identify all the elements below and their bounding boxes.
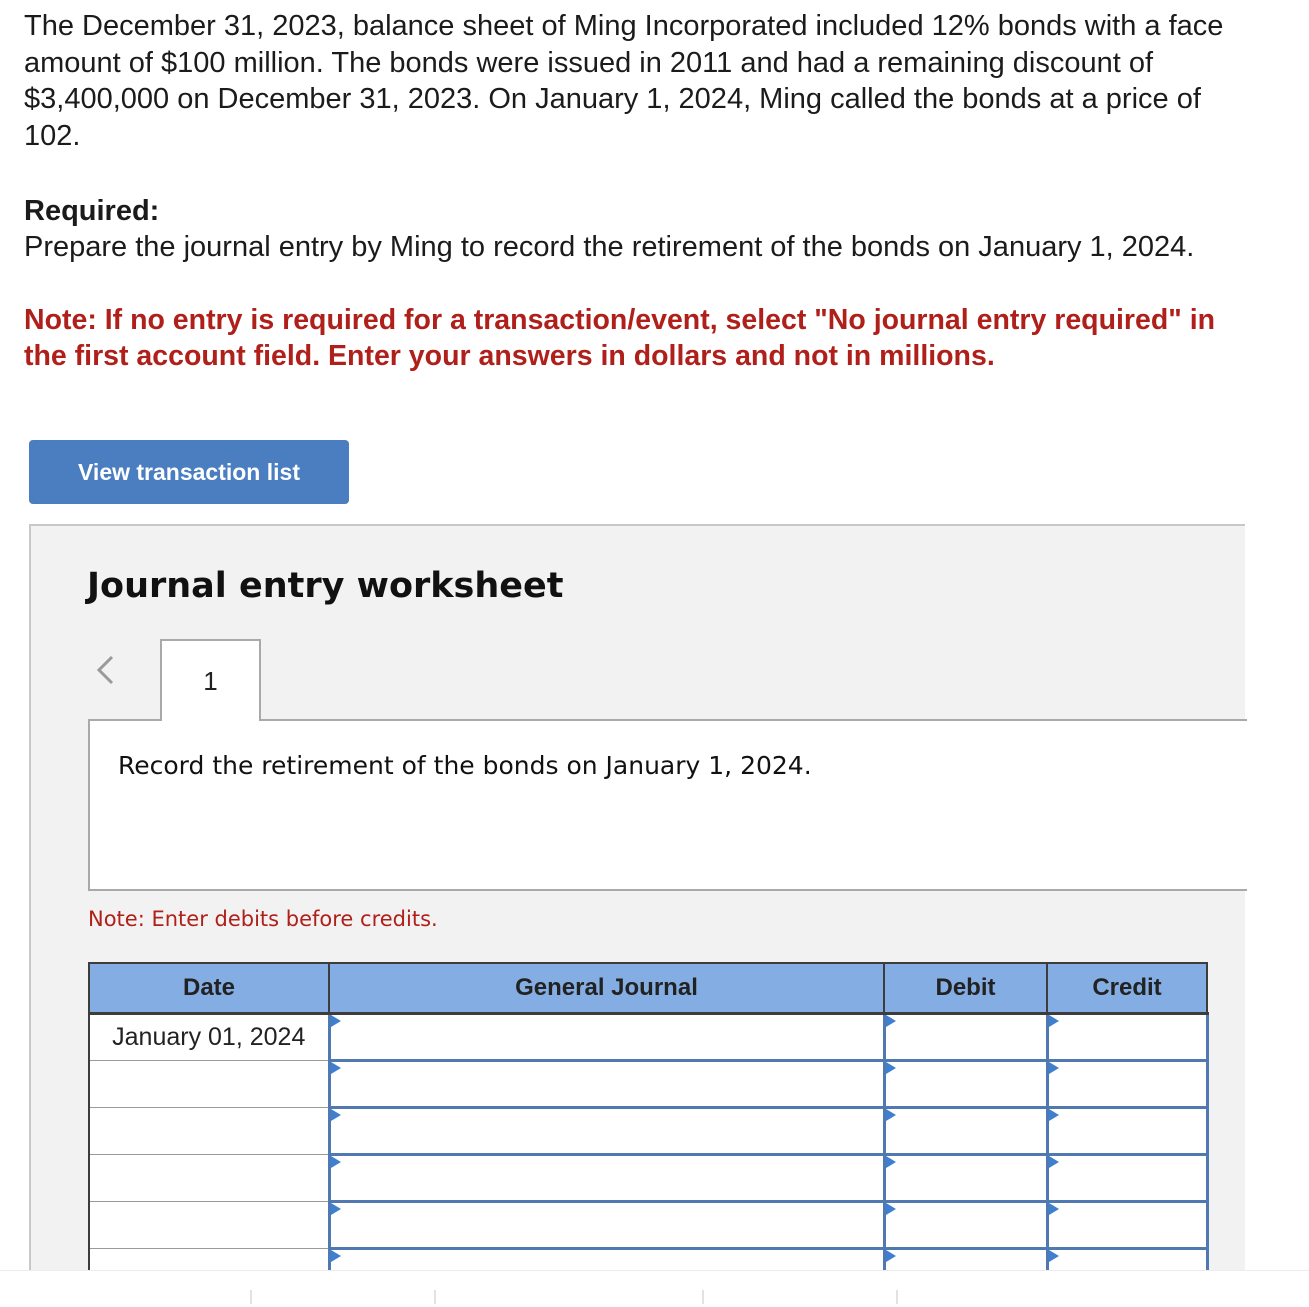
divider xyxy=(896,1290,898,1304)
bottom-strip xyxy=(0,1270,1309,1307)
table-row xyxy=(89,1108,1207,1155)
required-note: Note: If no entry is required for a transaction/event, select "No journal entry required" in the first account field. Enter your answers in dollars and not in millions. xyxy=(24,304,1216,372)
debit-input[interactable] xyxy=(884,1202,1047,1249)
account-input[interactable] xyxy=(329,1155,884,1202)
date-cell: January 01, 2024 xyxy=(89,1014,329,1061)
credit-input[interactable] xyxy=(1047,1108,1207,1155)
credit-input[interactable] xyxy=(1047,1014,1207,1061)
date-cell xyxy=(89,1202,329,1249)
date-cell xyxy=(89,1108,329,1155)
view-transaction-list-button[interactable]: View transaction list xyxy=(29,440,349,504)
account-input[interactable] xyxy=(329,1014,884,1061)
divider xyxy=(702,1290,704,1304)
credit-input[interactable] xyxy=(1047,1155,1207,1202)
divider xyxy=(434,1290,436,1304)
tab-entry-1[interactable]: 1 xyxy=(160,639,261,721)
debit-input[interactable] xyxy=(884,1155,1047,1202)
journal-header-row xyxy=(89,963,1207,1014)
table-row xyxy=(89,1202,1207,1249)
required-heading: Required: xyxy=(24,195,160,227)
column-header-date: Date xyxy=(89,963,329,1014)
account-input[interactable] xyxy=(329,1108,884,1155)
column-header-debit: Debit xyxy=(884,963,1047,1014)
worksheet-title: Journal entry worksheet xyxy=(87,566,564,606)
column-header-general-journal: General Journal xyxy=(329,963,884,1014)
table-row xyxy=(89,1061,1207,1108)
credit-input[interactable] xyxy=(1047,1202,1207,1249)
required-text: Prepare the journal entry by Ming to record the retirement of the bonds on January 1, 2024. xyxy=(24,231,1195,263)
instruction-text: Record the retirement of the bonds on January 1, 2024. xyxy=(118,751,812,780)
divider xyxy=(250,1290,252,1304)
column-header-credit: Credit xyxy=(1047,963,1207,1014)
problem-intro: The December 31, 2023, balance sheet of Ming Incorporated included 12% bonds with a face amount of $100 million. The bonds were issued in 2011 and had a remaining discount of $3,400,000 on December 31, 2023. On January 1, 2024, Ming called the bonds at a price of 102. xyxy=(24,10,1224,152)
debit-input[interactable] xyxy=(884,1108,1047,1155)
debit-input[interactable] xyxy=(884,1014,1047,1061)
instruction-panel xyxy=(88,719,1247,891)
journal-entry-worksheet xyxy=(29,524,1245,1284)
credit-input[interactable] xyxy=(1047,1061,1207,1108)
debit-input[interactable] xyxy=(884,1061,1047,1108)
entry-note: Note: Enter debits before credits. xyxy=(88,907,438,931)
table-row xyxy=(89,1014,1207,1061)
journal-table xyxy=(88,962,1209,1297)
date-cell xyxy=(89,1061,329,1108)
date-cell xyxy=(89,1155,329,1202)
account-input[interactable] xyxy=(329,1202,884,1249)
table-row xyxy=(89,1155,1207,1202)
account-input[interactable] xyxy=(329,1061,884,1108)
chevron-left-icon[interactable] xyxy=(87,652,123,688)
